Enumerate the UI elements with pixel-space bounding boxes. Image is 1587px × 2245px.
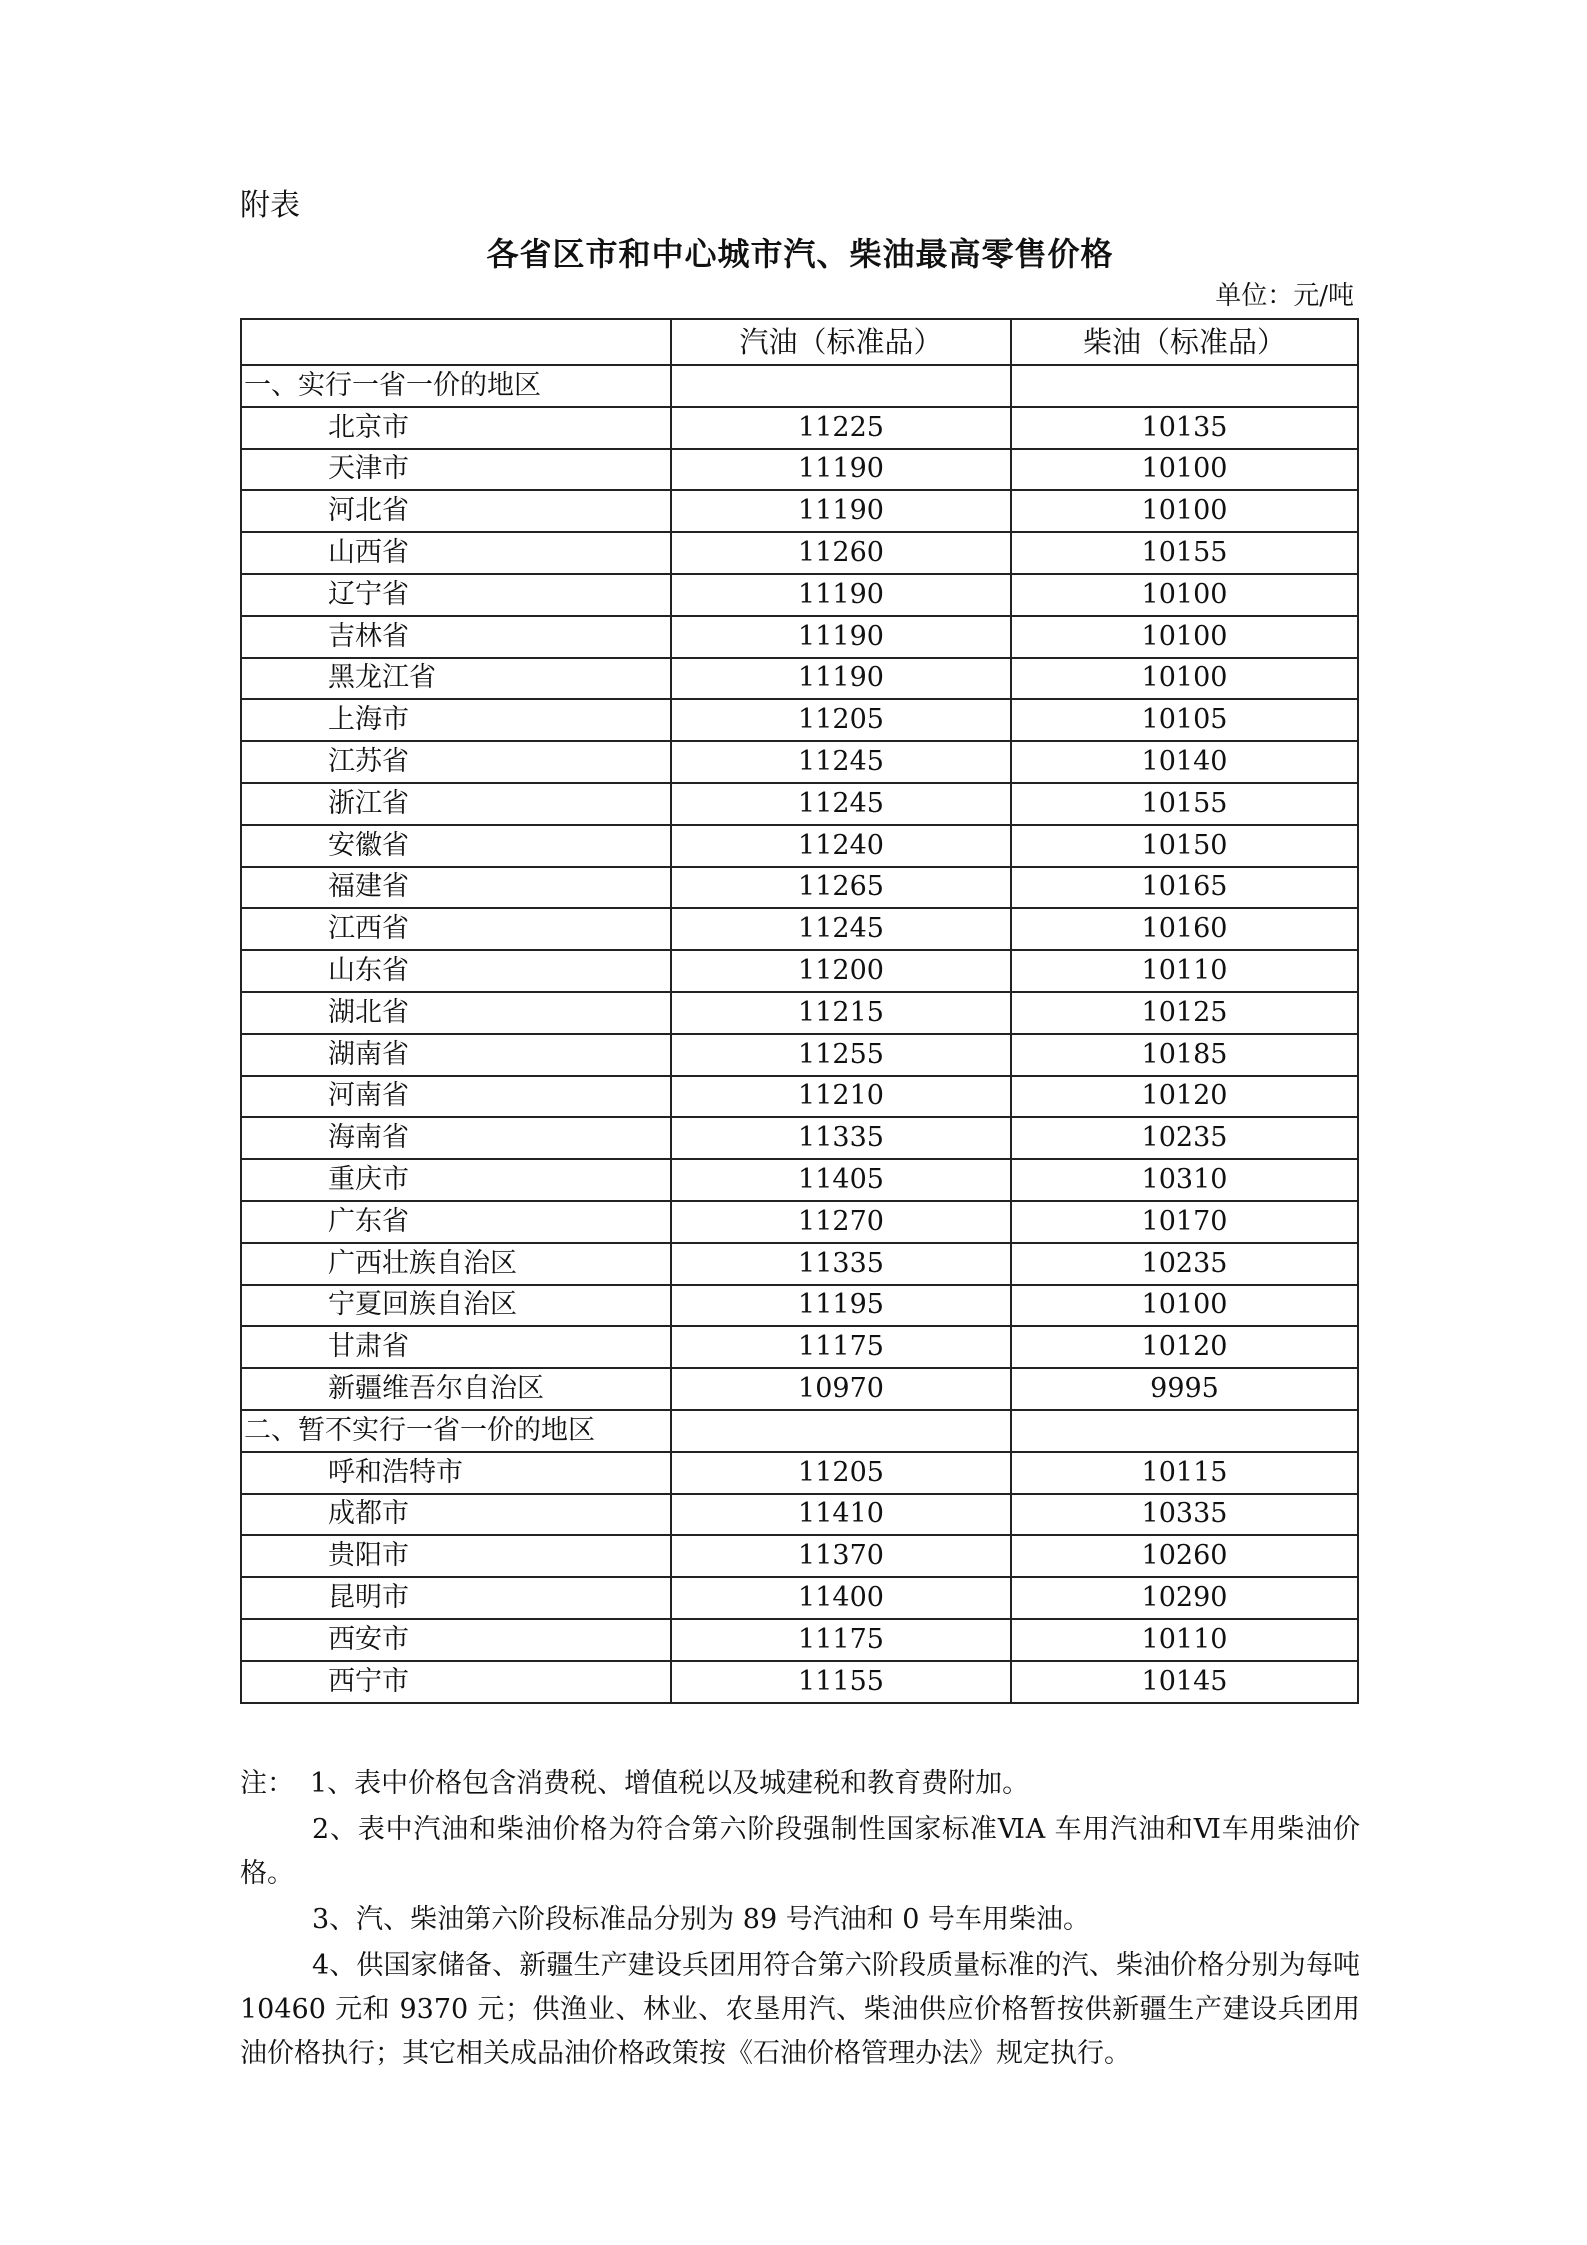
table-row [241,616,1358,658]
gasoline-price: 11190 [671,616,1011,658]
gasoline-price: 11335 [671,1243,1011,1285]
diesel-price: 10120 [1011,1076,1358,1118]
gasoline-price: 11200 [671,950,1011,992]
gasoline-price: 11245 [671,783,1011,825]
gasoline-price: 11215 [671,992,1011,1034]
table-row [241,407,1358,449]
empty-cell [671,365,1011,407]
region-name: 江西省 [241,908,671,950]
diesel-price: 10155 [1011,783,1358,825]
diesel-price: 10140 [1011,741,1358,783]
diesel-price: 10235 [1011,1117,1358,1159]
diesel-price: 10110 [1011,950,1358,992]
region-name: 河南省 [241,1076,671,1118]
note-1 [240,1762,1360,1806]
diesel-price: 10160 [1011,908,1358,950]
region-name: 辽宁省 [241,574,671,616]
diesel-price: 10150 [1011,825,1358,867]
diesel-price: 10310 [1011,1159,1358,1201]
table-row [241,1494,1358,1536]
diesel-price: 10100 [1011,658,1358,700]
table-row [241,1619,1358,1661]
diesel-price: 10110 [1011,1619,1358,1661]
table-row [241,1326,1358,1368]
region-name: 昆明市 [241,1577,671,1619]
diesel-price: 10335 [1011,1494,1358,1536]
gasoline-price: 11410 [671,1494,1011,1536]
gasoline-price: 11265 [671,867,1011,909]
table-row [241,1117,1358,1159]
table-row [241,825,1358,867]
table-row [241,1201,1358,1243]
region-name: 北京市 [241,407,671,449]
diesel-price: 10100 [1011,490,1358,532]
section-row-1 [241,365,1358,407]
diesel-price: 10120 [1011,1326,1358,1368]
table-row [241,1076,1358,1118]
diesel-price: 10100 [1011,449,1358,491]
diesel-price: 10290 [1011,1577,1358,1619]
empty-cell [671,1410,1011,1452]
gasoline-price: 11240 [671,825,1011,867]
diesel-price: 10100 [1011,616,1358,658]
table-row [241,449,1358,491]
section-heading: 二、暂不实行一省一价的地区 [241,1410,671,1452]
empty-cell [1011,1410,1358,1452]
notes-section [240,1762,1360,2078]
region-name: 安徽省 [241,825,671,867]
note-4: 4、供国家储备、新疆生产建设兵团用符合第六阶段质量标准的汽、柴油价格分别为每吨 10460 元和 9370 元；供渔业、林业、农垦用汽、柴油供应价格暂按供新疆生产建设兵团用油价格执行；其它相关成品油价格政策按《石油价格管理办法》规定执行。 [240,1950,1360,2069]
table-row [241,1243,1358,1285]
region-name: 新疆维吾尔自治区 [241,1368,671,1410]
region-name: 广东省 [241,1201,671,1243]
table-row [241,1285,1358,1327]
region-name: 贵阳市 [241,1535,671,1577]
gasoline-price: 11175 [671,1326,1011,1368]
gasoline-price: 11205 [671,1452,1011,1494]
table-row [241,950,1358,992]
region-name: 海南省 [241,1117,671,1159]
table-row [241,1661,1358,1703]
gasoline-price: 11175 [671,1619,1011,1661]
region-name: 上海市 [241,699,671,741]
gasoline-price: 10970 [671,1368,1011,1410]
header-gasoline: 汽油（标准品） [671,319,1011,365]
gasoline-price: 11245 [671,908,1011,950]
region-name: 山东省 [241,950,671,992]
section-heading: 一、实行一省一价的地区 [241,365,671,407]
gasoline-price: 11260 [671,532,1011,574]
table-row [241,783,1358,825]
diesel-price: 10105 [1011,699,1358,741]
table-row [241,1535,1358,1577]
note-2: 2、表中汽油和柴油价格为符合第六阶段强制性国家标准ⅥA 车用汽油和Ⅵ车用柴油价格。 [240,1814,1360,1889]
table-row [241,741,1358,783]
table-row [241,1368,1358,1410]
table-body [241,365,1358,1703]
region-name: 黑龙江省 [241,658,671,700]
region-name: 吉林省 [241,616,671,658]
region-name: 呼和浩特市 [241,1452,671,1494]
table-row [241,574,1358,616]
header-region [241,319,671,365]
table-row [241,992,1358,1034]
table-row [241,1159,1358,1201]
gasoline-price: 11245 [671,741,1011,783]
region-name: 甘肃省 [241,1326,671,1368]
gasoline-price: 11155 [671,1661,1011,1703]
diesel-price: 10145 [1011,1661,1358,1703]
table-row [241,867,1358,909]
gasoline-price: 11205 [671,699,1011,741]
header-diesel: 柴油（标准品） [1011,319,1358,365]
region-name: 西宁市 [241,1661,671,1703]
diesel-price: 10235 [1011,1243,1358,1285]
diesel-price: 10100 [1011,1285,1358,1327]
gasoline-price: 11405 [671,1159,1011,1201]
gasoline-price: 11190 [671,574,1011,616]
diesel-price: 10115 [1011,1452,1358,1494]
region-name: 西安市 [241,1619,671,1661]
gasoline-price: 11270 [671,1201,1011,1243]
gasoline-price: 11370 [671,1535,1011,1577]
region-name: 湖南省 [241,1034,671,1076]
diesel-price: 10155 [1011,532,1358,574]
diesel-price: 9995 [1011,1368,1358,1410]
diesel-price: 10135 [1011,407,1358,449]
table-row [241,1577,1358,1619]
diesel-price: 10185 [1011,1034,1358,1076]
empty-cell [1011,365,1358,407]
region-name: 福建省 [241,867,671,909]
gasoline-price: 11190 [671,449,1011,491]
gasoline-price: 11195 [671,1285,1011,1327]
table-row [241,1452,1358,1494]
section-row-2 [241,1410,1358,1452]
diesel-price: 10100 [1011,574,1358,616]
region-name: 广西壮族自治区 [241,1243,671,1285]
region-name: 浙江省 [241,783,671,825]
gasoline-price: 11400 [671,1577,1011,1619]
appendix-label: 附表 [240,188,300,223]
gasoline-price: 11255 [671,1034,1011,1076]
region-name: 湖北省 [241,992,671,1034]
gasoline-price: 11190 [671,490,1011,532]
region-name: 宁夏回族自治区 [241,1285,671,1327]
region-name: 山西省 [241,532,671,574]
table-row [241,699,1358,741]
table-row [241,490,1358,532]
note-3: 3、汽、柴油第六阶段标准品分别为 89 号汽油和 0 号车用柴油。 [312,1904,1091,1935]
gasoline-price: 11190 [671,658,1011,700]
gasoline-price: 11210 [671,1076,1011,1118]
unit-label: 单位：元/吨 [1215,281,1354,311]
gasoline-price: 11225 [671,407,1011,449]
notes-label: 注： [240,1768,294,1799]
region-name: 重庆市 [241,1159,671,1201]
table-row [241,658,1358,700]
region-name: 河北省 [241,490,671,532]
diesel-price: 10170 [1011,1201,1358,1243]
table-row [241,532,1358,574]
region-name: 成都市 [241,1494,671,1536]
table-row [241,1034,1358,1076]
region-name: 天津市 [241,449,671,491]
table-row [241,908,1358,950]
diesel-price: 10165 [1011,867,1358,909]
document-title: 各省区市和中心城市汽、柴油最高零售价格 [486,235,1114,273]
table-header-row [241,319,1358,365]
note-text: 1、表中价格包含消费税、增值税以及城建税和教育费附加。 [310,1768,1030,1799]
region-name: 江苏省 [241,741,671,783]
gasoline-price: 11335 [671,1117,1011,1159]
diesel-price: 10125 [1011,992,1358,1034]
diesel-price: 10260 [1011,1535,1358,1577]
price-table [240,318,1359,1704]
